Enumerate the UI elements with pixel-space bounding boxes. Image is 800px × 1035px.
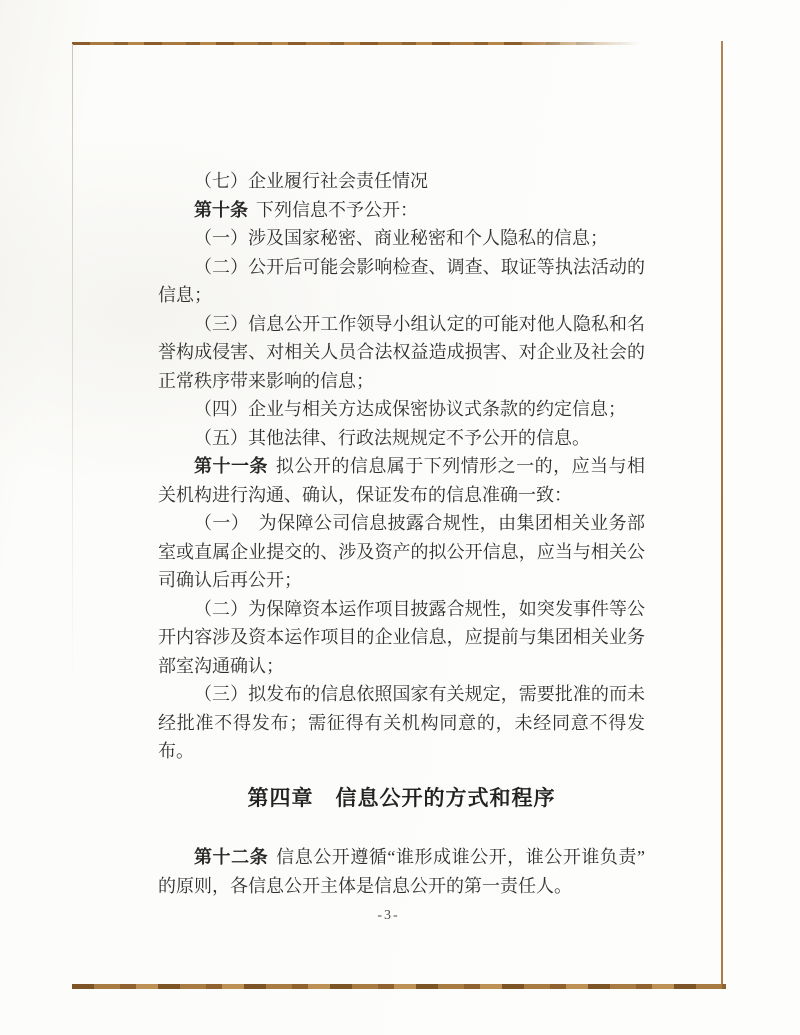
- article-number-label: 第十一条: [194, 456, 268, 476]
- article-number-label: 第十条: [194, 199, 248, 220]
- chapter-heading: 第四章 信息公开的方式和程序: [247, 786, 556, 810]
- article-10-item-5: [158, 424, 645, 453]
- clause-text: （二）公开后可能会影响检查、调查、取证等执法活动的信息；: [158, 256, 645, 305]
- article-10-item-2: [158, 253, 645, 310]
- clause-text: （七）企业履行社会责任情况: [194, 171, 428, 191]
- clause-text: （一） 为保障公司信息披露合规性，由集团相关业务部室或直属企业提交的、涉及资产的拟公开信息，应当与相关公司确认后再公开；: [158, 513, 645, 590]
- article-11-item-1: [158, 509, 645, 595]
- scan-edge-right-line: [721, 41, 723, 988]
- clause-text: （三）拟发布的信息依照国家有关规定，需要批准的而未经批准不得发布；需征得有关机构同意的，未经同意不得发布。: [158, 684, 645, 761]
- article-number-label: 第十二条: [194, 847, 269, 867]
- article-10-item-3: [158, 310, 645, 396]
- clause-text: （二）为保障资本运作项目披露合规性，如突发事件等公开内容涉及资本运作项目的企业信息，应提前与集团相关业务部室沟通确认；: [158, 598, 645, 676]
- clause-text: （一）涉及国家秘密、商业秘密和个人隐私的信息；: [194, 228, 608, 248]
- clause-text: 下列信息不予公开：: [256, 199, 418, 220]
- clause-text: （三）信息公开工作领导小组认定的可能对他人隐私和名誉构成侵害、对相关人员合法权益造成损害、对企业及社会的正常秩序带来影响的信息；: [158, 313, 645, 391]
- scan-edge-left-line: [72, 44, 73, 684]
- clause-text: （五）其他法律、行政法规规定不予公开的信息。: [194, 427, 590, 448]
- clause-text: 信息公开遵循“谁形成谁公开，谁公开谁负责”的原则，各信息公开主体是信息公开的第一责任人。: [158, 847, 645, 896]
- article-11: [158, 452, 645, 509]
- page-number: -3-: [377, 908, 400, 923]
- clause-item-7: [158, 167, 645, 196]
- article-12: [158, 843, 645, 900]
- article-10-item-1: [158, 224, 645, 253]
- article-10-item-4: [158, 395, 645, 424]
- clause-text: （四）企业与相关方达成保密协议式条款的约定信息；: [194, 399, 626, 419]
- article-11-item-3: [158, 680, 645, 766]
- clause-text: 拟公开的信息属于下列情形之一的，应当与相关机构进行沟通、确认，保证发布的信息准确一致：: [158, 456, 646, 505]
- article-11-item-2: [158, 595, 645, 681]
- article-10: [158, 196, 645, 225]
- document-text-block: [158, 167, 645, 900]
- scan-edge-bottom-line: [72, 984, 726, 989]
- scan-edge-top-line: [72, 42, 644, 45]
